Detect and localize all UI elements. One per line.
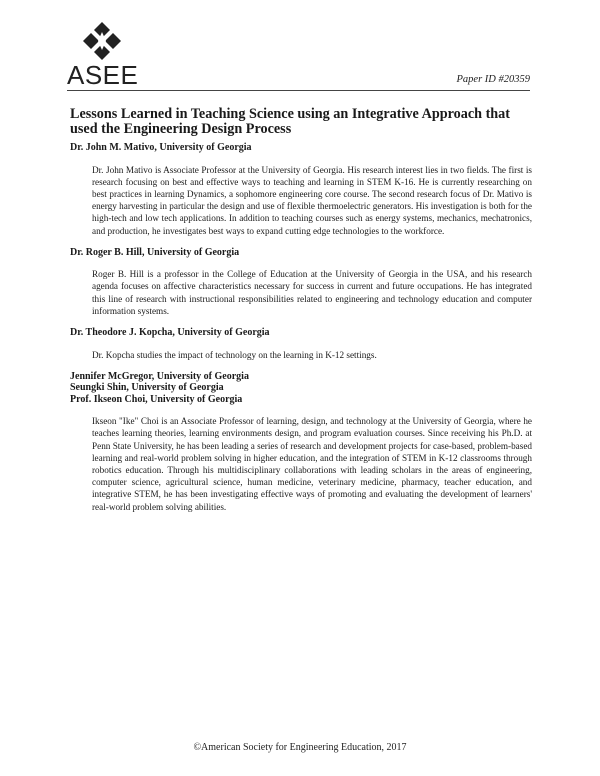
author-name: Prof. Ikseon Choi, University of Georgia [70, 393, 243, 405]
author-name: Dr. John M. Mativo, University of Georgia [70, 142, 252, 153]
asee-emblem-icon [79, 20, 125, 62]
header-rule [67, 90, 530, 91]
author-bio: Ikseon "Ike" Choi is an Associate Professor of learning, design, and technology at the University of Georgia, where he teaches learning theories, learning environments design, and program evaluation courses. Since receiving his Ph.D. at Penn State University, he has been leading a series of research and development projects for case-based, problem-based learning and real-world problem solving in higher education, and the integration of STEM in K-12 classrooms through robotics education. Through his multidisciplinary collaborations with leading scholars in the areas of engineering, computer science, agricultural science, human medicine, veterinary medicine, pharmacy, teacher education, and integrative STEM, he has been investigating effective ways of promoting and evaluating the development of learners' real-world problem solving abilities. [92, 416, 532, 512]
author-bio: Dr. John Mativo is Associate Professor at the University of Georgia. His research interest lies in two fields. The first is research focusing on best and effective ways to teaching and learning in STEM K-16. He is currently researching on best practices in learning Dynamics, a sophomore engineering core course. The second research focus of Dr. Mativo is energy harvesting in particular the design and use of flexible thermoelectric generators. His investigation is both for the high-tech and low tech applications. In addition to teaching courses such as energy systems, mechanics, mechatronics, and production, he investigates best ways to expand cutting edge technologies to the workforce. [92, 164, 532, 236]
author-name: Dr. Roger B. Hill, University of Georgia [70, 246, 240, 258]
asee-logo [67, 20, 137, 88]
author-bio: Dr. Kopcha studies the impact of technology on the learning in K-12 settings. [92, 349, 377, 360]
copyright-footer: ©American Society for Engineering Education, 2017 [193, 742, 407, 753]
author-name: Jennifer McGregor, University of Georgia [70, 370, 249, 382]
author-bio: Roger B. Hill is a professor in the College of Education at the University of Georgia in the USA, and his research agenda focuses on affective characteristics necessary for success in current and future occupations. He has integrated this line of research with instructional responsibilities related to engineering and technology education and computer information systems. [92, 269, 532, 316]
paper-title: Lessons Learned in Teaching Science using an Integrative Approach that used the Engineering Design Process [70, 106, 510, 137]
author-name: Seungki Shin, University of Georgia [70, 382, 224, 394]
author-name: Dr. Theodore J. Kopcha, University of Georgia [70, 327, 270, 339]
logo-text: ASEE [67, 60, 139, 90]
author-bios [70, 142, 532, 523]
paper-id: Paper ID #20359 [456, 74, 530, 85]
author-group [70, 371, 532, 406]
